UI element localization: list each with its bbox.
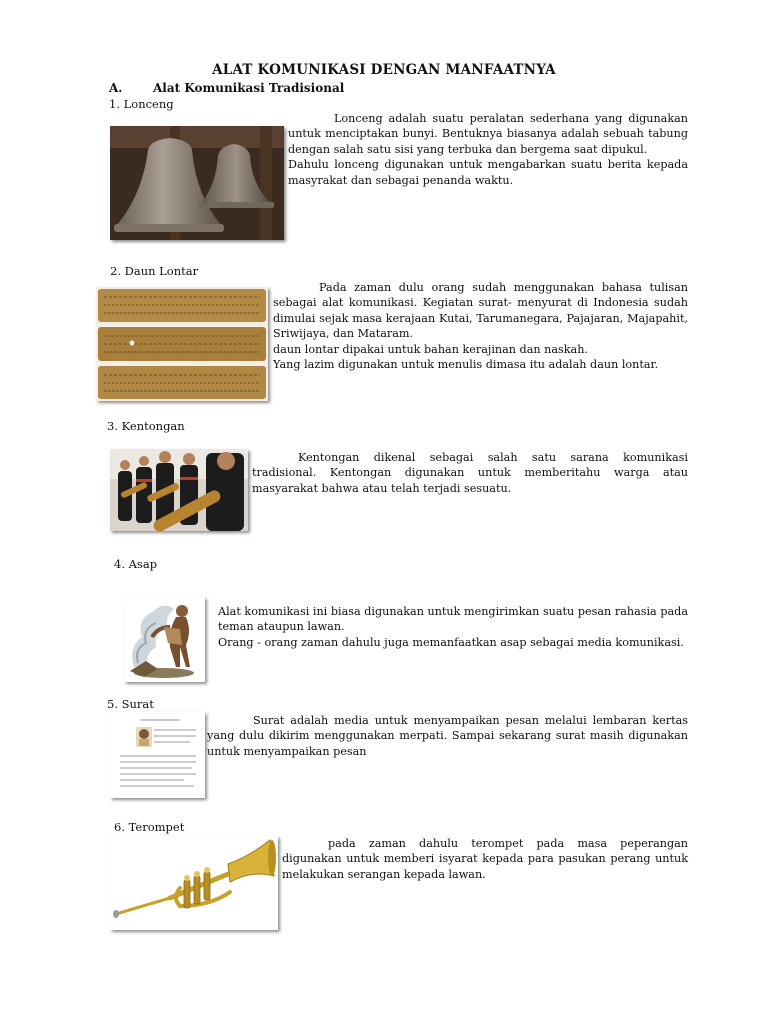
bells-photo	[110, 126, 284, 240]
paragraph: Kentongan dikenal sebagai salah satu sarana komunikasi tradisional. Kentongan digunakan untuk memberitahu warga atau masyarakat bahwa atau telah terjadi sesuatu.	[252, 451, 688, 495]
letter-document-thumbnail	[110, 712, 205, 798]
item-heading-surat: 5. Surat	[107, 697, 154, 711]
section-letter: A.	[109, 81, 123, 95]
item-heading-lonceng: 1. Lonceng	[109, 97, 174, 111]
trumpet-photo	[110, 836, 278, 930]
item-text-terompet	[282, 836, 688, 882]
item-text-surat	[207, 713, 688, 759]
paragraph: Dahulu lonceng digunakan untuk mengabarkan suatu berita kepada masyrakat dan sebagai penanda waktu.	[288, 158, 688, 187]
section-label: Alat Komunikasi Tradisional	[153, 81, 345, 95]
paragraph: pada zaman dahulu terompet pada masa peperangan digunakan untuk memberi isyarat kepada para pasukan perang untuk melakukan serangan kepada lawan.	[282, 837, 688, 881]
item-text-daun-lontar	[273, 280, 688, 372]
paragraph: Surat adalah media untuk menyampaikan pesan melalui lembaran kertas yang dulu dikirim menggunakan merpati. Sampai sekarang surat masih digunakan untuk menyampaikan pesan	[207, 714, 688, 758]
kentongan-players-photo	[110, 449, 248, 531]
paragraph: Orang - orang zaman dahulu juga memanfaatkan asap sebagai media komunikasi.	[218, 635, 684, 649]
paragraph: Pada zaman dulu orang sudah menggunakan bahasa tulisan sebagai alat komunikasi. Kegiatan surat- menyurat di Indonesia sudah dimulai sejak masa kerajaan Kutai, Tarumanegara, Pajajaran, Majapahit, Sriwijaya, dan Mataram.	[273, 281, 688, 341]
paragraph: Lonceng adalah suatu peralatan sederhana yang digunakan untuk menciptakan bunyi. Bentuknya biasanya adalah sebuah tabung dengan salah satu sisi yang terbuka dan bergema saat dipukul.	[288, 112, 688, 156]
paragraph: daun lontar dipakai untuk bahan kerajinan dan naskah.	[273, 342, 588, 356]
item-heading-terompet: 6. Terompet	[114, 820, 185, 834]
item-heading-asap: 4. Asap	[114, 557, 158, 571]
section-heading	[109, 81, 344, 95]
item-text-kentongan	[252, 450, 688, 496]
item-text-asap	[218, 604, 688, 650]
item-heading-daun-lontar: 2. Daun Lontar	[110, 264, 199, 278]
paragraph: Yang lazim digunakan untuk menulis dimasa itu adalah daun lontar.	[273, 358, 659, 372]
item-heading-kentongan: 3. Kentongan	[107, 419, 185, 433]
page-title: ALAT KOMUNIKASI DENGAN MANFAATNYA	[212, 62, 556, 78]
paragraph: Alat komunikasi ini biasa digunakan untuk mengirimkan suatu pesan rahasia pada teman ataupun lawan.	[218, 605, 688, 634]
palm-leaf-manuscript-photo	[96, 287, 268, 401]
smoke-signal-illustration	[124, 597, 205, 682]
item-text-lonceng	[288, 111, 688, 188]
